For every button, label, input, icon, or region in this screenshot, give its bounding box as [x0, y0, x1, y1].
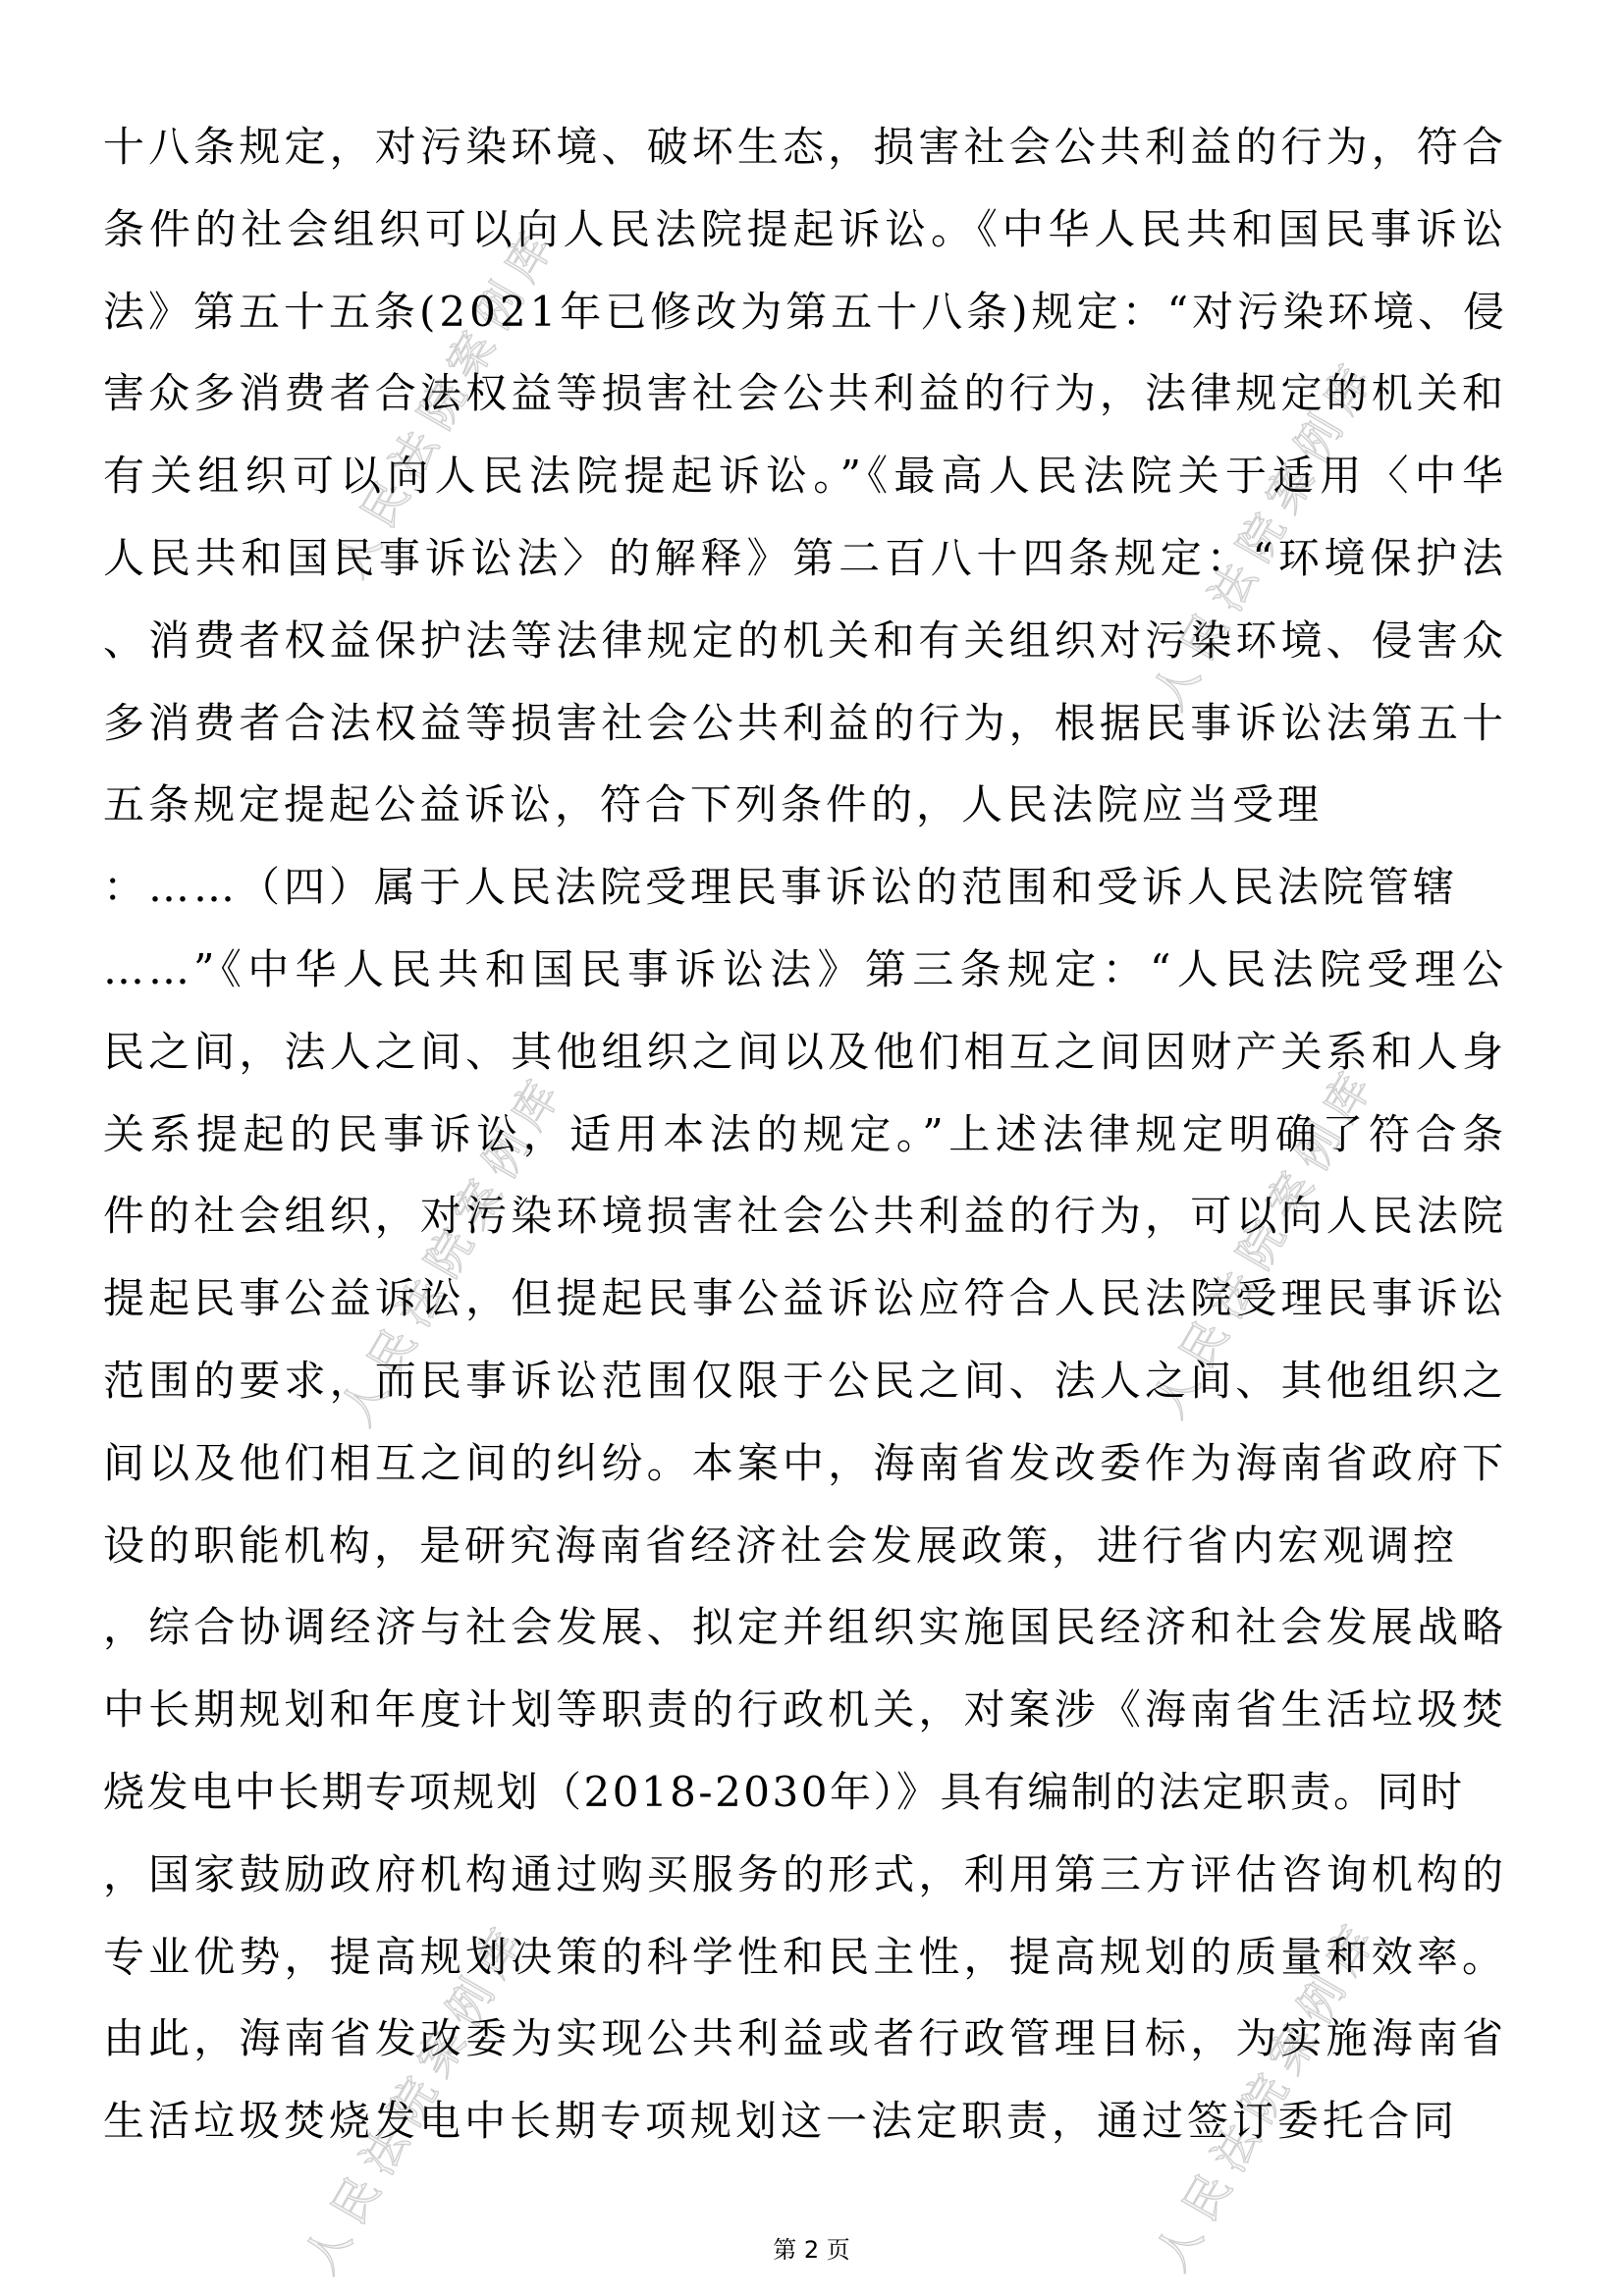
watermark: 人民法院案例库	[1144, 1907, 1390, 2279]
body-text-line: 、消费者权益保护法等法律规定的机关和有关组织对污染环境、侵害众	[103, 615, 1507, 665]
body-text-line: 烧发电中长期专项规划（2018-2030年）》具有编制的法定职责。同时	[103, 1767, 1465, 1816]
body-text-line: 范围的要求，而民事诉讼范围仅限于公民之间、法人之间、其他组织之	[103, 1356, 1507, 1405]
body-text-line: ：……（四）属于人民法院受理民事诉讼的范围和受诉人民法院管辖	[103, 863, 1459, 912]
body-text-line: 有关组织可以向人民法院提起诉讼。”《最高人民法院关于适用〈中华	[103, 452, 1507, 501]
body-text-line: 间以及他们相互之间的纠纷。本案中，海南省发改委作为海南省政府下	[103, 1438, 1507, 1487]
page-number: 第 2 页	[773, 2236, 850, 2264]
body-text-line: 专业优势，提高规划决策的科学性和民主性，提高规划的质量和效率。	[103, 1932, 1507, 1981]
body-text-line: 五条规定提起公益诉讼，符合下列条件的，人民法院应当受理	[103, 780, 1324, 829]
body-text-line: 人民共和国民事诉讼法〉的解释》第二百八十四条规定：“环境保护法	[103, 533, 1507, 582]
body-text-line: 生活垃圾焚烧发电中长期专项规划这一法定职责，通过签订委托合同	[103, 2097, 1459, 2146]
document-body-text	[103, 106, 1507, 2163]
body-text-line: 关系提起的民事诉讼，适用本法的规定。”上述法律规定明确了符合条	[103, 1109, 1507, 1158]
watermark: 人民法院案例库	[293, 1910, 539, 2282]
body-text-line: 由此，海南省发改委为实现公共利益或者行政管理目标，为实施海南省	[103, 2014, 1507, 2063]
body-text-line: 十八条规定，对污染环境、破坏生态，损害社会公共利益的行为，符合	[103, 123, 1507, 171]
body-text-line: ……”《中华人民共和国民事诉讼法》第三条规定：“人民法院受理公	[103, 944, 1507, 993]
body-text-line: 条件的社会组织可以向人民法院提起诉讼。《中华人民共和国民事诉讼	[103, 204, 1507, 253]
body-text-line: ，国家鼓励政府机构通过购买服务的形式，利用第三方评估咨询机构的	[103, 1849, 1507, 1898]
watermark: 人民法院案例库	[329, 1062, 575, 1434]
body-text-line: 害众多消费者合法权益等损害社会公共利益的行为，法律规定的机关和	[103, 369, 1507, 418]
body-text-line: ，综合协调经济与社会发展、拟定并组织实施国民经济和社会发展战略	[103, 1603, 1507, 1652]
body-text-line: 设的职能机构，是研究海南省经济社会发展政策，进行省内宏观调控	[103, 1521, 1459, 1570]
body-text-line: 法》第五十五条(2021年已修改为第五十八条)规定：“对污染环境、侵	[103, 287, 1509, 336]
body-text-line: 件的社会组织，对污染环境损害社会公共利益的行为，可以向人民法院	[103, 1192, 1507, 1241]
watermark: 人民法院案例库	[322, 214, 568, 586]
watermark: 人民法院案例库	[1141, 347, 1387, 719]
body-text-line: 提起民事公益诉讼，但提起民事公益诉讼应符合人民法院受理民事诉讼	[103, 1274, 1507, 1323]
watermark: 人民法院案例库	[1141, 1054, 1387, 1426]
body-text-line: 民之间，法人之间、其他组织之间以及他们相互之间因财产关系和人身	[103, 1027, 1507, 1076]
body-text-line: 中长期规划和年度计划等职责的行政机关，对案涉《海南省生活垃圾焚	[103, 1685, 1507, 1735]
body-text-line: 多消费者合法权益等损害社会公共利益的行为，根据民事诉讼法第五十	[103, 698, 1507, 747]
